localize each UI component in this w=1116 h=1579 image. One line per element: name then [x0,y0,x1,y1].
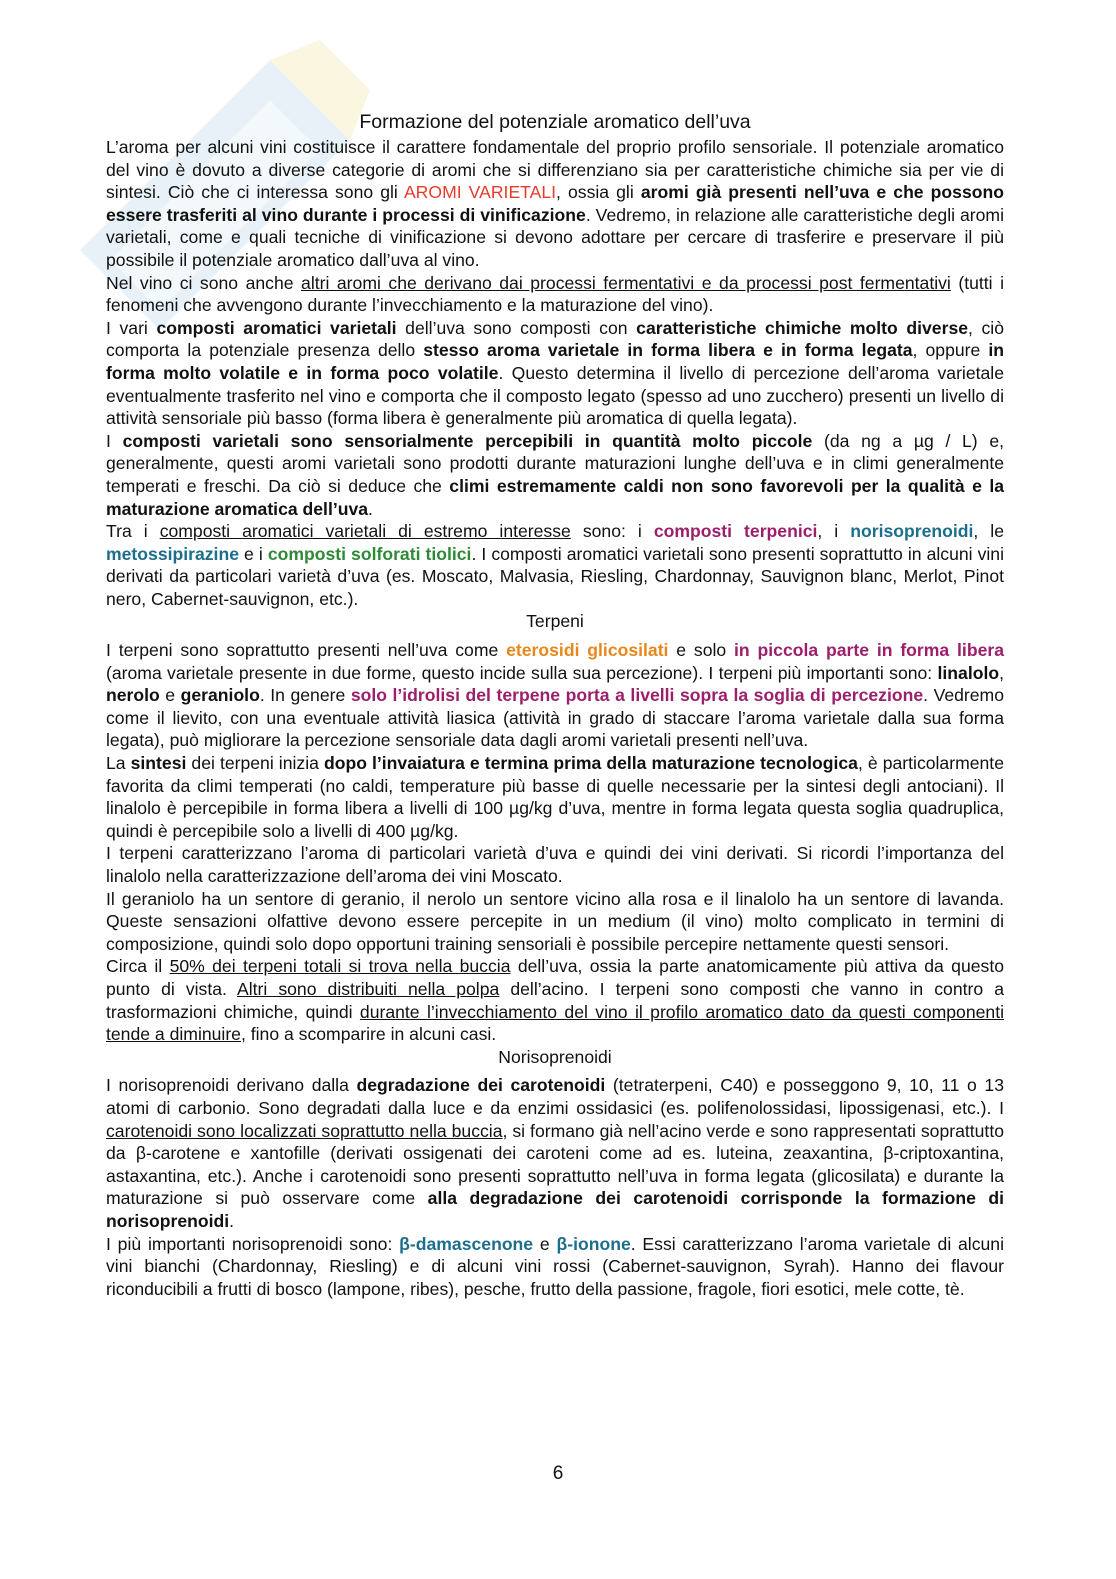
paragraph: I composti varietali sono sensorialmente percepibili in quantità molto piccole (da ng a µg / L) e, generalmente, questi aromi varietali sono prodotti durante maturazioni lunghe dell’uva e in climi generalmente temperati e freschi. Da ciò si deduce che climi estremamente caldi non sono favorevoli per la qualità e la maturazione aromatica dell’uva. [106,430,1004,519]
page-number: 6 [552,1463,564,1484]
paragraph: La sintesi dei terpeni inizia dopo l’invaiatura e termina prima della maturazione tecnologica, è particolarmente favorita da climi temperati (no caldi, temperature più basse di quelle necessarie per la sintesi degli antociani). Il linalolo è percepibile in forma libera a livelli di 100 µg/kg d’uva, mentre in forma legata questa soglia quadruplica, quindi è percepibile solo a livelli di 400 µg/kg. [106,753,1004,841]
document-page [106,110,1004,1300]
paragraph: Il geraniolo ha un sentore di geranio, il nerolo un sentore vicino alla rosa e il linalolo ha un sentore di lavanda. Queste sensazioni olfattive devono essere percepite in un medium (il vino) molto complicato in termini di composizione, quindi solo dopo opportuni training sensoriali è possibile percepire nettamente questi sensori. [106,888,1004,954]
paragraph: L’aroma per alcuni vini costituisce il carattere fondamentale del proprio profilo sensoriale. Il potenziale aromatico del vino è dovuto a diverse categorie di aromi che si differenziano sia per caratteristiche chimiche sia per vie di sintesi. Ciò che ci interessa sono gli AROMI VARIETALI, ossia gli aromi già presenti nell’uva e che possono essere trasferiti al vino durante i processi di vinificazione. Vedremo, in relazione alle caratteristiche degli aromi varietali, come e quali tecniche di vinificazione si devono adottare per cercare di trasferire e preservare il più possibile il potenziale aromatico dall’uva al vino. [106,137,1004,270]
paragraph: I vari composti aromatici varietali dell’uva sono composti con caratteristiche chimiche molto diverse, ciò comporta la potenziale presenza dello stesso aroma varietale in forma libera e in forma legata, oppure in forma molto volatile e in forma poco volatile. Questo determina il livello di percezione dell’aroma varietale eventualmente trasferito nel vino e comporta che il composto legato (spesso ad uno zucchero) presenti un livello di attività sensoriale più basso (forma libera è generalmente più aromatica di quella legata). [106,317,1005,429]
paragraph: Nel vino ci sono anche altri aromi che derivano dai processi fermentativi e da processi post fermentativi (tutti i fenomeni che avvengono durante l’invecchiamento e la maturazione del vino). [106,272,1004,316]
paragraph: I terpeni sono soprattutto presenti nell’uva come eterosidi glicosilati e solo in piccola parte in forma libera (aroma varietale presente in due forme, questo incide sulla sua percezione). I terpeni più importanti sono: linalolo, nerolo e geraniolo. In genere solo l’idrolisi del terpene porta a livelli sopra la soglia di percezione. Vedremo come il lievito, con una eventuale attività liasica (attività in grado di staccare l’aroma varietale dalla sua forma legata), può migliorare la percezione sensoriale data dagli aromi varietali presenti nell’uva. [106,640,1004,751]
paragraph: Circa il 50% dei terpeni totali si trova nella buccia dell’uva, ossia la parte anatomicamente più attiva da questo punto di vista. Altri sono distribuiti nella polpa dell’acino. I terpeni sono composti che vanno in contro a trasformazioni chimiche, quindi durante l’invecchiamento del vino il profilo aromatico dato da questi componenti tende a diminuire, fino a scomparire in alcuni casi. [106,956,1004,1045]
page-title: Formazione del potenziale aromatico dell’uva [359,111,751,133]
paragraph: I norisoprenoidi derivano dalla degradazione dei carotenoidi (tetraterpeni, C40) e posseggono 9, 10, 11 o 13 atomi di carbonio. Sono degradati dalla luce e da enzimi ossidasici (es. polifenolossidasi, lipossigenasi, etc.). I carotenoidi sono localizzati soprattutto nella buccia, si formano già nell’acino verde e sono rappresentati soprattutto da β-carotene e xantofille (derivati ossigenati dei caroteni come ad es. luteina, zeaxantina, β-criptoxantina, astaxantina, etc.). Anche i carotenoidi sono presenti soprattutto nell’uva in forma legata (glicosilata) e durante la maturazione si può osservare come alla degradazione dei carotenoidi corrisponde la formazione di norisoprenoidi. [106,1075,1005,1231]
paragraph: I più importanti norisoprenoidi sono: β-damascenone e β-ionone. Essi caratterizzano l’aroma varietale di alcuni vini bianchi (Chardonnay, Riesling) e di alcuni vini rossi (Cabernet-sauvignon, Syrah). Hanno dei flavour riconducibili a frutti di bosco (lampone, ribes), pesche, frutto della passione, fragole, fiori esotici, mele cotte, tè. [106,1233,1004,1299]
section-heading-terpeni: Terpeni [526,611,584,632]
section-heading-norisoprenoidi: Norisoprenoidi [498,1046,612,1067]
paragraph: I terpeni caratterizzano l’aroma di particolari varietà d’uva e quindi dei vini derivati. Si ricordi l’importanza del linalolo nella caratterizzazione dell’aroma dei vini Moscato. [106,843,1004,886]
paragraph: Tra i composti aromatici varietali di estremo interesse sono: i composti terpenici, i norisoprenoidi, le metossipirazine e i composti solforati tiolici. I composti aromatici varietali sono presenti soprattutto in alcuni vini derivati da particolari varietà d’uva (es. Moscato, Malvasia, Riesling, Chardonnay, Sauvignon blanc, Merlot, Pinot nero, Cabernet-sauvignon, etc.). [106,521,1004,609]
